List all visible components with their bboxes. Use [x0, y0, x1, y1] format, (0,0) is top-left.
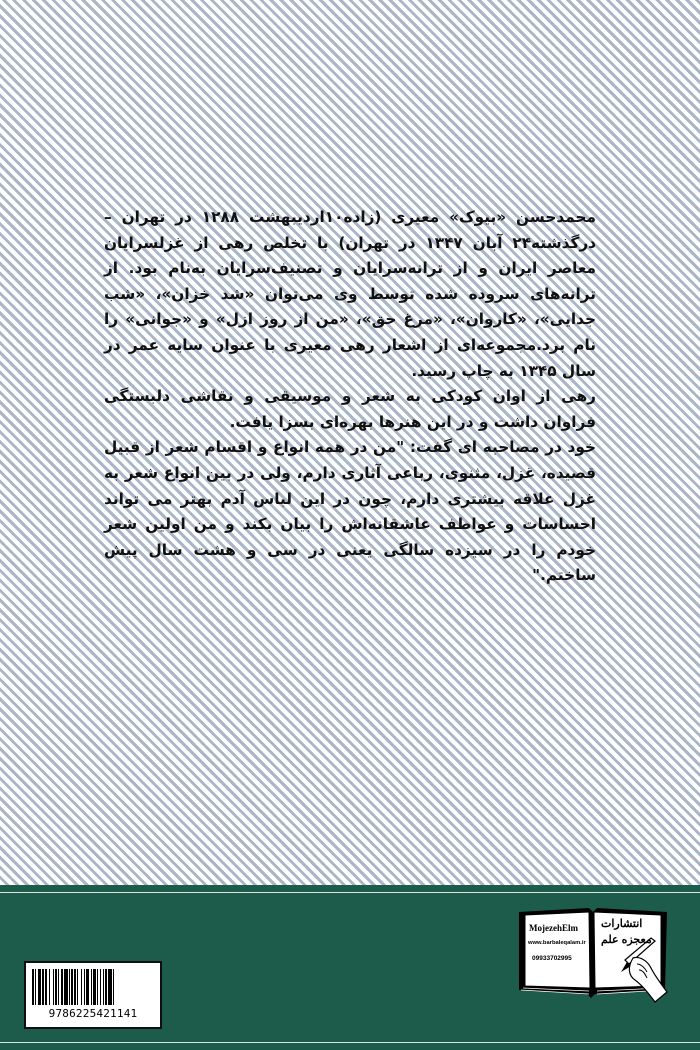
publisher-website: www.barbaleqalam.ir	[528, 940, 586, 946]
publisher-name-fa-line2: معجزه علم	[601, 934, 652, 946]
publisher-logo	[515, 898, 670, 1008]
barcode-bar	[113, 969, 114, 1005]
barcode-bars	[32, 969, 156, 1005]
publisher-name-en: MojezehElm	[529, 923, 578, 933]
biography-paragraph-3: خود در مصاحبه ای گفت: "من در همه انواع و اقسام شعر از قبیل قصیده، غزل، مثنوی، رباعی آثاری دارم، ولی در بین انواع شعر به غزل علاقه بیشتری دارم، چون در این لباس آدم بهتر می تواند احساسات و عواطف عاشقانه‌اش را بیان بکند و من اولین شعر خودم را در سیزده سالگی یعنی در سی و هشت سال پیش ساختم."	[104, 438, 596, 585]
biography-paragraph-2: رهی از اوان کودکی به شعر و موسیقی و نقاشی دلبستگی فراوان داشت و در این هنرها بهره‌ای بسزا یافت.	[104, 387, 596, 431]
biography-paragraph-1: محمدحسن «بیوک» معیری (زاده۱۰اردیبهشت ۱۲۸۸ در تهران – درگذشته۲۴ آبان ۱۳۴۷ در تهران) با تخلص رهی از غزلسرایان معاصر ایران و از ترانه‌سرایان و تصنیف‌سرایان به‌نام بود. از ترانه‌های سروده شده توسط وی می‌توان «شد خزان»، «شب جدایی»، «کاروان»، «مرغ حق»، «من از روز ازل» و «جوانی» را نام برد.مجموعه‌ای از اشعار رهی معیری با عنوان سایه عمر در سال ۱۳۴۵ به چاپ رسید.	[104, 208, 596, 380]
open-book-icon	[515, 898, 670, 1008]
author-biography	[104, 205, 596, 589]
publisher-phone: 09933702995	[532, 955, 572, 962]
band-bottom-rule	[0, 1042, 700, 1043]
isbn-barcode	[24, 961, 162, 1029]
isbn-number: 9786225421141	[48, 1007, 138, 1020]
band-top-rule	[0, 892, 700, 893]
publisher-name-fa-line1: انتشارات	[601, 918, 643, 930]
